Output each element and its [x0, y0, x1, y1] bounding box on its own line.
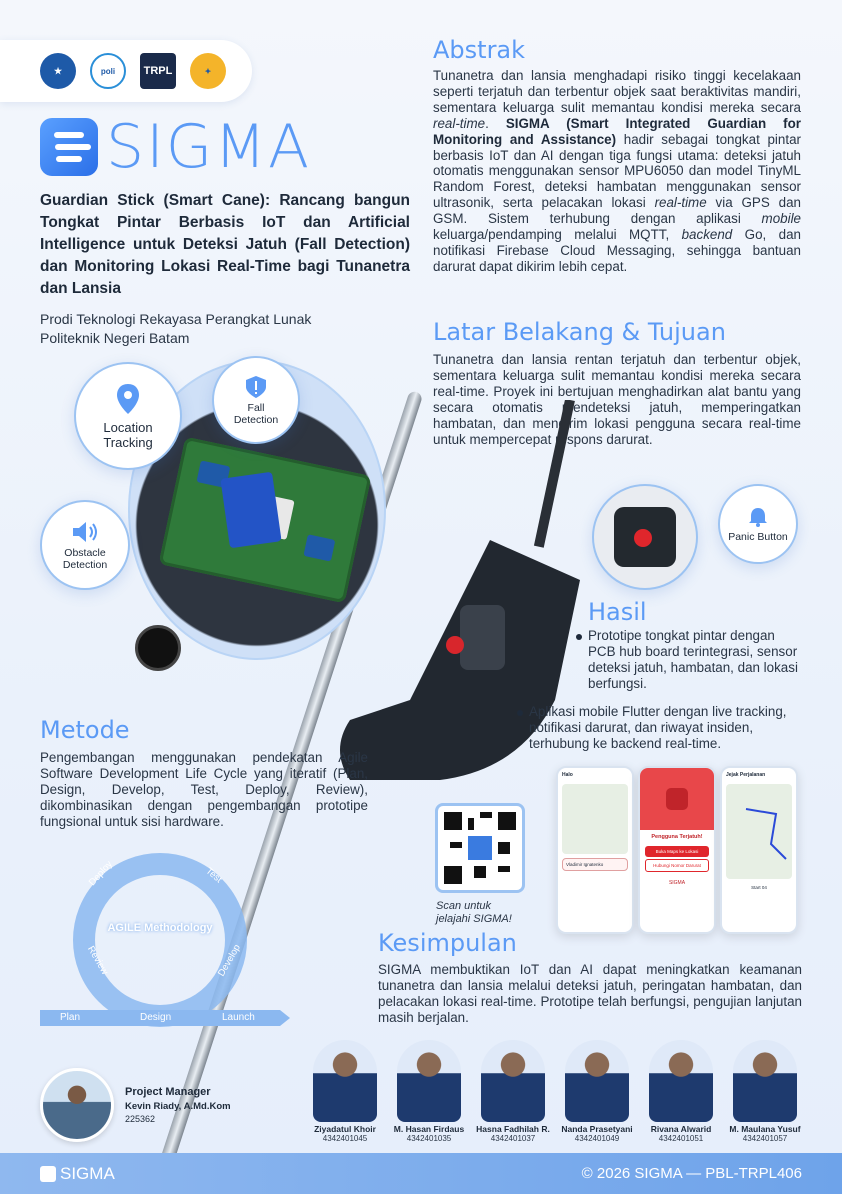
avatar — [565, 1040, 629, 1122]
latar-heading: Latar Belakang & Tujuan — [433, 318, 726, 346]
member-id: 4342401057 — [742, 1134, 788, 1143]
agile-center-label: AGILE Methodology — [107, 922, 213, 934]
sigma-logo-icon — [40, 118, 98, 176]
logo-bar — [0, 40, 252, 102]
route-path — [726, 784, 796, 879]
poster-title: Guardian Stick (Smart Cane): Rancang bangun Tongkat Pintar Berbasis IoT dan Artificial Intelligence untuk Deteksi Jatuh (Fall Detection) dan Monitoring Lokasi Real-Time bagi Tunanetra dan Lansia — [40, 192, 410, 297]
member-name: M. Maulana Yusuf — [729, 1124, 801, 1134]
step-test: Test — [203, 865, 224, 886]
trip-start: Start 04 — [751, 885, 767, 890]
step-design: Design — [140, 1012, 172, 1023]
member-name: Hasna Fadhilah R. — [476, 1124, 550, 1134]
footer-brand — [40, 1164, 115, 1184]
hasil-item: Prototipe tongkat pintar dengan PCB hub board terintegrasi, sensor deteksi jatuh, hambatan, dan lokasi berfungsi. — [576, 628, 804, 692]
app-screen-home — [556, 766, 634, 934]
pm-role: Project Manager — [125, 1086, 211, 1098]
alert-title: Pengguna Terjatuh! — [651, 834, 703, 840]
alert-brand: SIGMA — [668, 880, 686, 886]
metode-text: Pengembangan menggunakan pendekatan Agile Software Development Life Cycle yang iteratif (Plan, Design, Develop, Test, Deploy, Review), dikombinasikan dengan pengembangan prototipe fungsional untuk sisi hardware. — [40, 750, 368, 829]
location-tracking-label: Location Tracking — [103, 420, 153, 450]
app-screen-alert — [638, 766, 716, 934]
qr-caption: Scan untuk jelajahi SIGMA! — [436, 900, 512, 925]
team-member — [641, 1040, 721, 1143]
team-member — [725, 1040, 805, 1143]
member-id: 4342401045 — [322, 1134, 368, 1143]
institution — [40, 310, 311, 348]
avatar — [649, 1040, 713, 1122]
footer-copyright: © 2026 SIGMA — PBL-TRPL406 — [581, 1165, 802, 1182]
team-member — [473, 1040, 553, 1143]
team-member — [557, 1040, 637, 1143]
fall-detection-badge — [212, 356, 300, 444]
footer-brand-name: SIGMA — [60, 1163, 115, 1183]
open-maps-button[interactable]: Buka Maps ke Lokasi — [645, 846, 709, 857]
footer — [0, 1153, 842, 1194]
app-screen-trip — [720, 766, 798, 934]
metode-heading: Metode — [40, 716, 130, 744]
gps-module — [220, 472, 281, 549]
member-id: 4342401049 — [574, 1134, 620, 1143]
avatar — [397, 1040, 461, 1122]
shield-alert-icon — [245, 375, 267, 399]
team-member — [389, 1040, 469, 1143]
avatar — [313, 1040, 377, 1122]
kemendikbud-logo: ★ — [40, 53, 76, 89]
member-name: M. Hasan Firdaus — [393, 1124, 465, 1134]
polibatam-logo: poli — [90, 53, 126, 89]
step-launch: Launch — [222, 1012, 255, 1023]
bell-icon — [747, 506, 769, 528]
location-tracking-badge — [74, 362, 182, 470]
qr-pattern-icon — [444, 812, 516, 884]
step-develop: Develop — [215, 942, 243, 979]
trpl-logo: TRPL — [140, 53, 176, 89]
abstrak-text: Tunanetra dan lansia menghadapi risiko tinggi kecelakaan seperti terjatuh dan terbentur objek saat beraktivitas mandiri, sementara keluarga sulit memantau kondisi mereka secara real-time. SIGMA (Smart Integrated Guardian for Monitoring and Assistance) hadir sebagai tongkat pintar berbasis IoT dan AI dengan tiga fungsi utama: deteksi jatuh otomatis menggunakan sensor MPU6050 dan model TinyML Random Forest, deteksi hambatan menggunakan sensor ultrasonik, serta pelacakan lokasi real-time via GPS dan GSM. Sistem terhubung dengan aplikasi mobile keluarga/pendamping melalui MQTT, backend Go, dan notifikasi Firebase Cloud Messaging, sehingga bantuan darurat dapat dikirim lebih cepat. — [433, 68, 801, 274]
panic-button-badge — [718, 484, 798, 564]
pm-name: Kevin Riady, A.Md.Kom — [125, 1101, 231, 1112]
event-logo: ✦ — [190, 53, 226, 89]
latar-text: Tunanetra dan lansia rentan terjatuh dan terbentur objek, sementara keluarga sulit memantau kondisi mereka secara real-time. Proyek ini bertujuan menghadirkan alat bantu yang secara otomatis mendeteksi jatuh, memperingatkan hambatan, dan mengirim lokasi pengguna secara real-time untuk mempercepat respons darurat. — [433, 352, 801, 447]
prodi-line: Prodi Teknologi Rekayasa Perangkat Lunak — [40, 311, 312, 327]
fall-detection-label: Fall Detection — [233, 401, 279, 426]
pm-avatar — [40, 1068, 114, 1142]
avatar — [733, 1040, 797, 1122]
member-name: Rivana Alwarid — [650, 1124, 712, 1134]
pm-info — [125, 1086, 231, 1124]
location-pin-icon — [115, 382, 141, 416]
obstacle-detection-label: Obstacle Detection — [62, 546, 108, 571]
panic-button-zoom — [592, 484, 698, 590]
member-id: 4342401037 — [490, 1134, 536, 1143]
brand-name: SIGMA — [106, 112, 312, 182]
step-deploy: Deploy — [86, 858, 115, 889]
member-id: 4342401035 — [406, 1134, 452, 1143]
step-review: Review — [85, 944, 111, 977]
member-name: Nanda Prasetyani — [561, 1124, 633, 1134]
pm-id: 225362 — [125, 1114, 156, 1124]
panic-button-label: Panic Button — [728, 530, 788, 543]
trip-title: Jejak Perjalanan — [726, 772, 766, 778]
member-id: 4342401051 — [658, 1134, 704, 1143]
sigma-small-icon — [40, 1166, 56, 1182]
kesimpulan-heading: Kesimpulan — [378, 929, 517, 957]
qr-code[interactable] — [435, 803, 525, 893]
call-emergency-button[interactable]: Hubungi Nomor Darurat — [645, 859, 709, 872]
home-greeting: Halo — [562, 772, 573, 778]
hasil-heading: Hasil — [588, 598, 647, 626]
team-member — [305, 1040, 385, 1143]
avatar — [481, 1040, 545, 1122]
kesimpulan-text: SIGMA membuktikan IoT dan AI dapat meningkatkan keamanan tunanetra dan lansia melalui deteksi jatuh, peringatan hambatan, dan pelacakan lokasi real-time. Prototipe telah berfungsi, pengujian lanjutan masih berjalan. — [378, 962, 802, 1025]
hasil-item: Aplikasi mobile Flutter dengan live tracking, notifikasi darurat, dan riwayat insiden, terhubung ke backend real-time. — [517, 704, 804, 752]
speaker-icon — [71, 520, 99, 544]
step-plan: Plan — [60, 1012, 81, 1023]
abstrak-heading: Abstrak — [433, 36, 526, 64]
home-user-card: Vladimir Ignatenko — [562, 858, 628, 871]
agile-cycle-diagram — [40, 840, 300, 1040]
ultrasonic-sensor — [135, 625, 181, 671]
member-name: Ziyadatul Khoir — [314, 1124, 376, 1134]
obstacle-detection-badge — [40, 500, 130, 590]
campus-line: Politeknik Negeri Batam — [40, 330, 190, 346]
